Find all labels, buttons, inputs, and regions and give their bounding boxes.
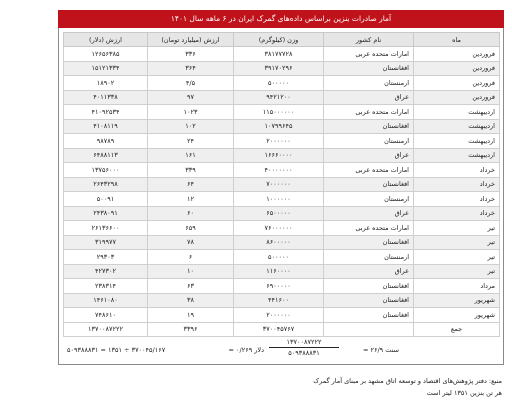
table-row [64,206,500,221]
weight-cell: ۸۶۰۰۰۰۰ [234,235,324,250]
table-row [64,264,500,279]
month-cell: شهریور [414,293,500,308]
weight-cell: ۱۰۷۹۹۶۴۵ [234,119,324,134]
header-value-usd: ارزش (دلار) [64,33,148,47]
month-cell: خرداد [414,192,500,207]
header-value-toman: ارزش (میلیارد تومان) [148,33,234,47]
value-usd-cell: ۲۶۴۳۲۹۸ [64,177,148,192]
header-row [64,33,500,47]
value-usd-cell: ۴۱۰۹۲۵۳۴ [64,105,148,120]
month-cell: اردیبهشت [414,148,500,163]
value-toman-cell: ۱۹ [148,308,234,323]
month-cell: مرداد [414,279,500,294]
country-cell: امارات متحده عربی [324,47,414,62]
value-toman-cell: ۶۰ [148,206,234,221]
value-toman-cell: ۳۶۴ [148,61,234,76]
value-usd-cell: ۱۲۶۵۶۳۸۵ [64,47,148,62]
country-cell: امارات متحده عربی [324,105,414,120]
value-usd-cell: ۳۱۹۹۷۷ [64,235,148,250]
header-month: ماه [414,33,500,47]
weight-cell: ۶۵۰۰۰۰۰ [234,206,324,221]
export-table [63,32,500,337]
table-row [64,177,500,192]
total-label: جمع [414,322,500,337]
value-usd-cell: ۹۸۷۸۹ [64,134,148,149]
country-cell: امارات متحده عربی [324,163,414,178]
table-row [64,293,500,308]
weight-calc: ۳۷۰۰۴۵/۱۶۷ ÷ ۱۳۵۱ = ۵۰۹۳۸۸۸۳۱ [67,346,166,354]
value-usd-cell: ۱۳۷۵۶۰۰۰ [64,163,148,178]
country-cell: افغانستان [324,235,414,250]
weight-cell: ۴۴۱۶۰۰ [234,293,324,308]
country-cell: افغانستان [324,279,414,294]
value-toman-cell: ۶ [148,250,234,265]
weight-cell: ۷۶۰۰۰۰۰۰ [234,221,324,236]
table-title: آمار صادرات بنزین براساس داده‌های گمرک ایران در ۶ ماهه سال ۱۴۰۱ [58,10,504,28]
table-row [64,148,500,163]
value-usd-cell: ۴۰۱۱۳۳۸ [64,90,148,105]
month-cell: خرداد [414,206,500,221]
country-cell: عراق [324,148,414,163]
table-row [64,308,500,323]
table-row [64,61,500,76]
fraction-denominator: ۵۰۹۳۸۸۸۳۱ [288,349,320,357]
month-cell: تیر [414,221,500,236]
value-toman-cell: ۱۶۱ [148,148,234,163]
weight-cell: ۱۶۶۶۰۰۰۰ [234,148,324,163]
value-usd-cell: ۴۲۷۳۰۲ [64,264,148,279]
total-usd: ۱۳۷۰۰۸۷۲۲۲ [64,322,148,337]
source-note [313,375,502,399]
country-cell: افغانستان [324,308,414,323]
country-cell: افغانستان [324,177,414,192]
value-toman-cell: ۳۸ [148,293,234,308]
table-row [64,235,500,250]
rate-fraction [269,338,339,357]
country-cell: عراق [324,264,414,279]
value-toman-cell: ۱۰۲ [148,119,234,134]
month-cell: فروردین [414,61,500,76]
value-usd-cell: ۲۹۳۰۳ [64,250,148,265]
month-cell: فروردین [414,90,500,105]
table-row [64,119,500,134]
month-cell: اردیبهشت [414,119,500,134]
value-usd-cell: ۷۴۸۶۱۰ [64,308,148,323]
month-cell: خرداد [414,163,500,178]
weight-cell: ۳۹۱۷۰۲۹۶ [234,61,324,76]
country-cell: افغانستان [324,293,414,308]
weight-cell: ۵۰۰۰۰۰ [234,250,324,265]
value-toman-cell: ۳۳۹ [148,163,234,178]
value-toman-cell: ۷۸ [148,235,234,250]
value-usd-cell: ۲۶۱۳۶۶۰۰ [64,221,148,236]
value-usd-cell: ۶۴۸۸۱۱۳ [64,148,148,163]
value-usd-cell: ۱۴۶۱۰۸۰ [64,293,148,308]
value-toman-cell: ۲۴ [148,134,234,149]
value-toman-cell: ۱۰ [148,264,234,279]
value-toman-cell: ۹۷ [148,90,234,105]
country-cell: افغانستان [324,61,414,76]
value-toman-cell: ۶۳ [148,279,234,294]
country-cell: افغانستان [324,119,414,134]
month-cell: تیر [414,235,500,250]
weight-cell: ۳۸۱۷۷۷۲۸ [234,47,324,62]
total-empty [324,322,414,337]
table-row [64,221,500,236]
source-line-1: منبع: دفتر پژوهش‌های اقتصاد و توسعه اتاق مشهد بر مبنای آمار گمرک [313,377,502,385]
country-cell: ارمنستان [324,250,414,265]
weight-cell: ۵۰۰۰۰۰ [234,76,324,91]
table-row [64,47,500,62]
weight-cell: ۶۹۰۰۰۰۰ [234,279,324,294]
value-toman-cell: ۱۰۲۳ [148,105,234,120]
value-usd-cell: ۲۴۳۸۰۹۱ [64,206,148,221]
total-weight: ۳۷۰۰۴۵۷۶۷ [234,322,324,337]
table-row [64,163,500,178]
value-toman-cell: ۴/۵ [148,76,234,91]
value-toman-cell: ۶۵۹ [148,221,234,236]
value-toman-cell: ۳۳۶ [148,47,234,62]
cent-rate: سنت ۲۶/۹ = [362,346,399,354]
header-country: نام کشور [324,33,414,47]
country-cell: امارات متحده عربی [324,221,414,236]
weight-cell: ۷۰۰۰۰۰۰ [234,177,324,192]
table-row [64,279,500,294]
total-toman: ۳۳۹۶ [148,322,234,337]
value-usd-cell: ۱۵۱۲۱۳۳۴ [64,61,148,76]
fraction-numerator: ۱۳۷۰۰۸۷۲۲۲ [286,338,322,346]
value-toman-cell: ۱۲ [148,192,234,207]
weight-cell: ۱۰۰۰۰۰۰ [234,192,324,207]
weight-cell: ۱۱۶۰۰۰۰ [234,264,324,279]
weight-cell: ۲۰۰۰۰۰۰ [234,134,324,149]
total-row [64,322,500,337]
value-toman-cell: ۶۴ [148,177,234,192]
month-cell: خرداد [414,177,500,192]
usd-rate: دلار ۰/۲۶۹ = [228,346,264,354]
value-usd-cell: ۵۰۰۹۱ [64,192,148,207]
weight-cell: ۹۴۲۱۲۰۰ [234,90,324,105]
source-line-2: هر تن بنزین ۱۳۵۱ لیتر است [426,389,502,397]
country-cell: ارمنستان [324,192,414,207]
table-row [64,76,500,91]
month-cell: اردیبهشت [414,134,500,149]
month-cell: فروردین [414,47,500,62]
month-cell: اردیبهشت [414,105,500,120]
value-usd-cell: ۱۸۹۰۲ [64,76,148,91]
weight-cell: ۲۰۰۰۰۰۰ [234,308,324,323]
weight-cell: ۱۱۵۰۰۰۰۰۰ [234,105,324,120]
value-usd-cell: ۴۱۰۸۱۱۹ [64,119,148,134]
month-cell: تیر [414,250,500,265]
calculation-footnote [63,337,499,361]
table-row [64,192,500,207]
weight-cell: ۴۰۰۰۰۰۰۰ [234,163,324,178]
table-row [64,134,500,149]
country-cell: ارمنستان [324,76,414,91]
table-row [64,250,500,265]
month-cell: شهریور [414,308,500,323]
month-cell: تیر [414,264,500,279]
country-cell: ارمنستان [324,134,414,149]
header-weight: وزن (کیلوگرم) [234,33,324,47]
value-usd-cell: ۲۳۸۳۱۴ [64,279,148,294]
country-cell: عراق [324,206,414,221]
country-cell: عراق [324,90,414,105]
table-row [64,90,500,105]
table-row [64,105,500,120]
month-cell: فروردین [414,76,500,91]
